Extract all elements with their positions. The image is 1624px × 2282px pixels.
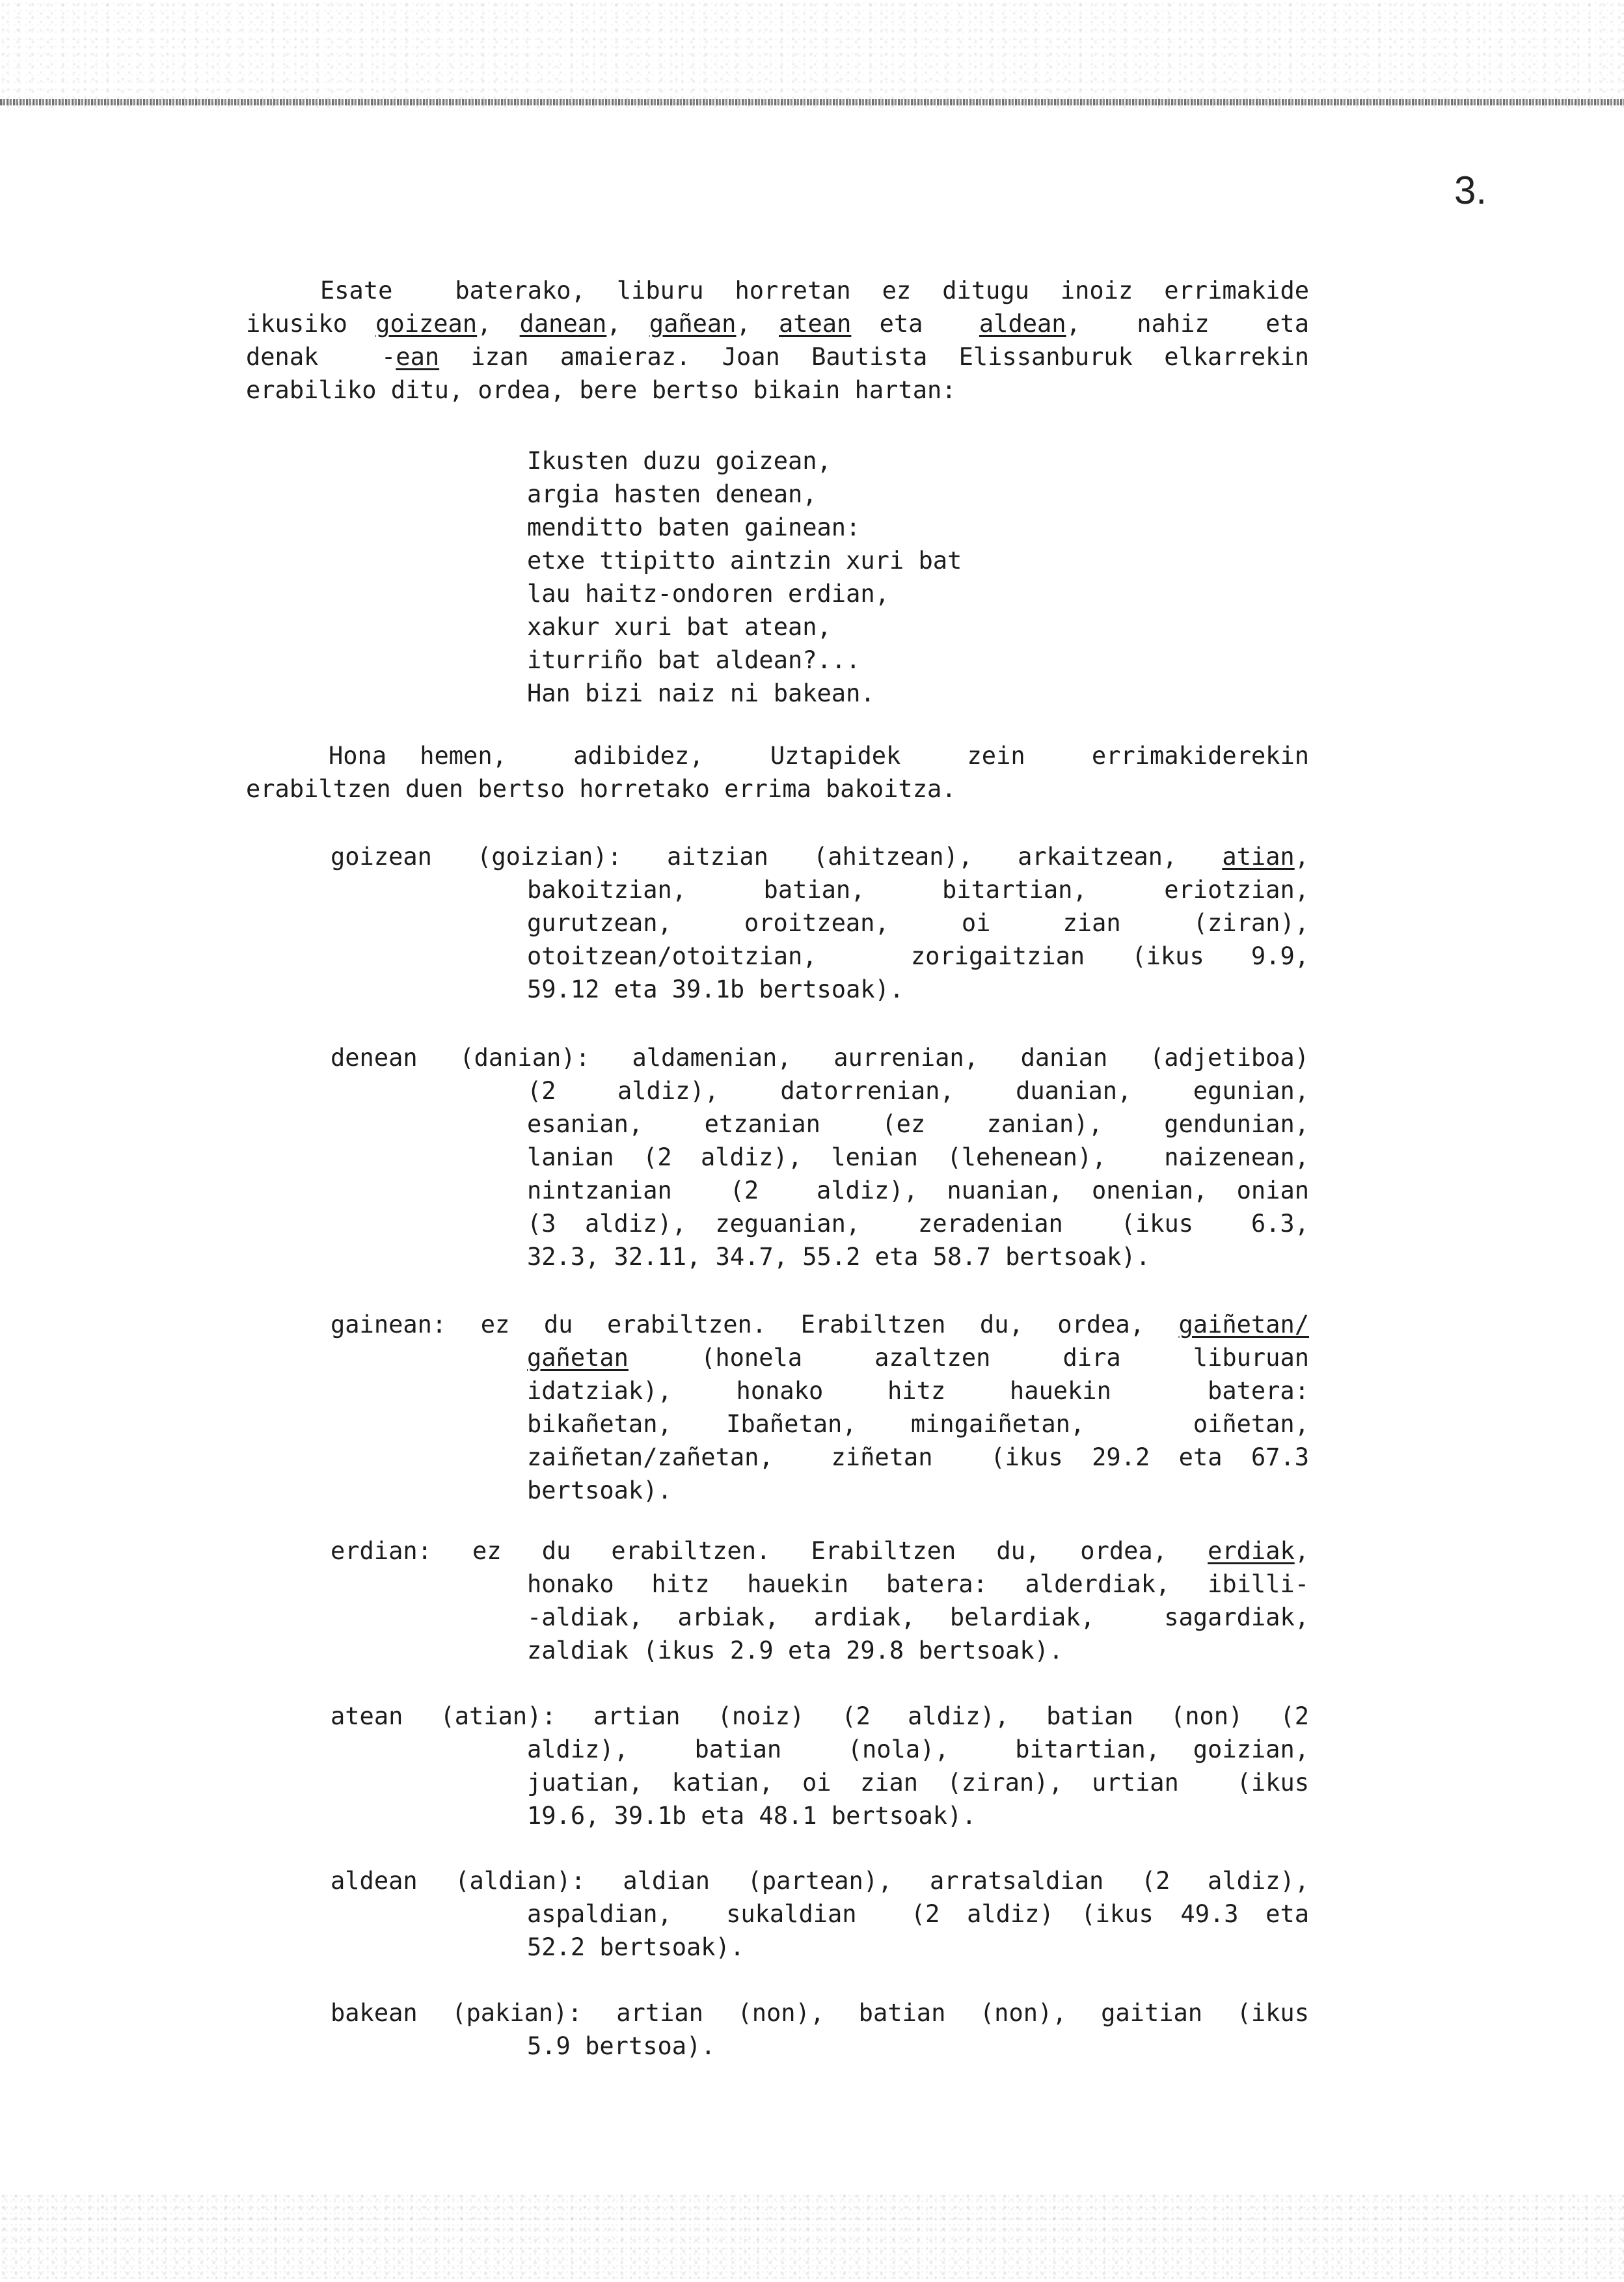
scan-noise-top (0, 0, 1624, 111)
entry-line: 59.12 eta 39.1b bertsoak). (527, 975, 904, 1003)
entry-heading-line: atean (atian): artian (noiz) (2 aldiz), batian (non) (2 (331, 1702, 1309, 1730)
entry-line: (3 aldiz), zeguanian, zeradenian (ikus 6.3, (527, 1210, 1309, 1238)
entry-line: honako hitz hauekin batera: alderdiak, ibilli- (527, 1570, 1309, 1598)
page-number: 3. (1454, 169, 1487, 212)
underlined-word: ean (396, 343, 440, 371)
paragraph-line: erabiltzen duen bertso horretako errima bakoitza. (246, 775, 956, 803)
entry-line: aldiz), batian (nola), bitartian, goizian, (527, 1735, 1309, 1763)
underlined-word: gañetan (527, 1344, 629, 1372)
poem-line: lau haitz-ondoren erdian, (527, 580, 889, 608)
paragraph-line: erabiliko ditu, ordea, bere bertso bikain hartan: (246, 376, 956, 404)
poem-line: etxe ttipitto aintzin xuri bat (527, 547, 962, 575)
underlined-word: aldean (979, 310, 1066, 338)
paragraph-line: Esate baterako, liburu horretan ez ditugu inoiz errimakide (320, 277, 1309, 305)
entry-line: aspaldian, sukaldian (2 aldiz) (ikus 49.3 eta (527, 1900, 1309, 1928)
scan-noise-bottom (0, 2193, 1624, 2282)
entry-heading-line: goizean (goizian): aitzian (ahitzean), arkaitzean, atian, (331, 843, 1309, 871)
entry-line: 32.3, 32.11, 34.7, 55.2 eta 58.7 bertsoak). (527, 1243, 1150, 1271)
entry-line: gurutzean, oroitzean, oi zian (ziran), (527, 909, 1309, 937)
poem-line: iturriño bat aldean?... (527, 646, 861, 674)
paragraph-line: Hona hemen, adibidez, Uztapidek zein errimakiderekin (329, 742, 1309, 770)
entry-line: 5.9 bertsoa). (527, 2032, 716, 2060)
underlined-word: gañean (649, 310, 737, 338)
entry-line: lanian (2 aldiz), lenian (lehenean), naizenean, (527, 1143, 1309, 1171)
entry-line: idatziak), honako hitz hauekin batera: (527, 1377, 1309, 1405)
entry-line: (2 aldiz), datorrenian, duanian, egunian, (527, 1077, 1309, 1105)
poem-line: Han bizi naiz ni bakean. (527, 679, 875, 707)
entry-line: bertsoak). (527, 1476, 672, 1504)
entry-heading-line: aldean (aldian): aldian (partean), arratsaldian (2 aldiz), (331, 1867, 1309, 1895)
entry-heading-line: erdian: ez du erabiltzen. Erabiltzen du, ordea, erdiak, (331, 1537, 1309, 1565)
underlined-word: gaiñetan/ (1178, 1311, 1309, 1338)
underlined-word: atian (1222, 843, 1295, 871)
poem-line: menditto baten gainean: (527, 513, 861, 541)
entry-line: zaiñetan/zañetan, ziñetan (ikus 29.2 eta 67.3 (527, 1443, 1309, 1471)
entry-line: 19.6, 39.1b eta 48.1 bertsoak). (527, 1802, 977, 1830)
poem-line: xakur xuri bat atean, (527, 613, 832, 641)
underlined-word: atean (778, 310, 852, 338)
underlined-word: erdiak (1208, 1537, 1295, 1565)
entry-line: -aldiak, arbiak, ardiak, belardiak, sagardiak, (527, 1603, 1309, 1631)
paragraph-line: ikusiko goizean, danean, gañean, atean eta aldean, nahiz eta (246, 310, 1309, 338)
poem-line: argia hasten denean, (527, 480, 817, 508)
entry-heading-line: denean (danian): aldamenian, aurrenian, danian (adjetiboa) (331, 1044, 1309, 1072)
entry-line: 52.2 bertsoak). (527, 1933, 745, 1961)
entry-heading-line: bakean (pakian): artian (non), batian (non), gaitian (ikus (331, 1999, 1309, 2027)
entry-line: juatian, katian, oi zian (ziran), urtian (ikus (527, 1769, 1309, 1797)
entry-line: zaldiak (ikus 2.9 eta 29.8 bertsoak). (527, 1637, 1064, 1664)
entry-line: nintzanian (2 aldiz), nuanian, onenian, onian (527, 1176, 1309, 1204)
underlined-word: danean (519, 310, 607, 338)
paragraph-line: denak -ean izan amaieraz. Joan Bautista Elissanburuk elkarrekin (246, 343, 1309, 371)
underlined-word: goizean (375, 310, 478, 338)
entry-line: gañetan (honela azaltzen dira liburuan (527, 1344, 1309, 1372)
entry-line: otoitzean/otoitzian, zorigaitzian (ikus 9.9, (527, 942, 1309, 970)
entry-line: bakoitzian, batian, bitartian, eriotzian, (527, 876, 1309, 904)
entry-line: esanian, etzanian (ez zanian), gendunian, (527, 1110, 1309, 1138)
poem-line: Ikusten duzu goizean, (527, 447, 832, 475)
entry-heading-line: gainean: ez du erabiltzen. Erabiltzen du, ordea, gaiñetan/ (331, 1311, 1309, 1338)
entry-line: bikañetan, Ibañetan, mingaiñetan, oiñetan, (527, 1410, 1309, 1438)
